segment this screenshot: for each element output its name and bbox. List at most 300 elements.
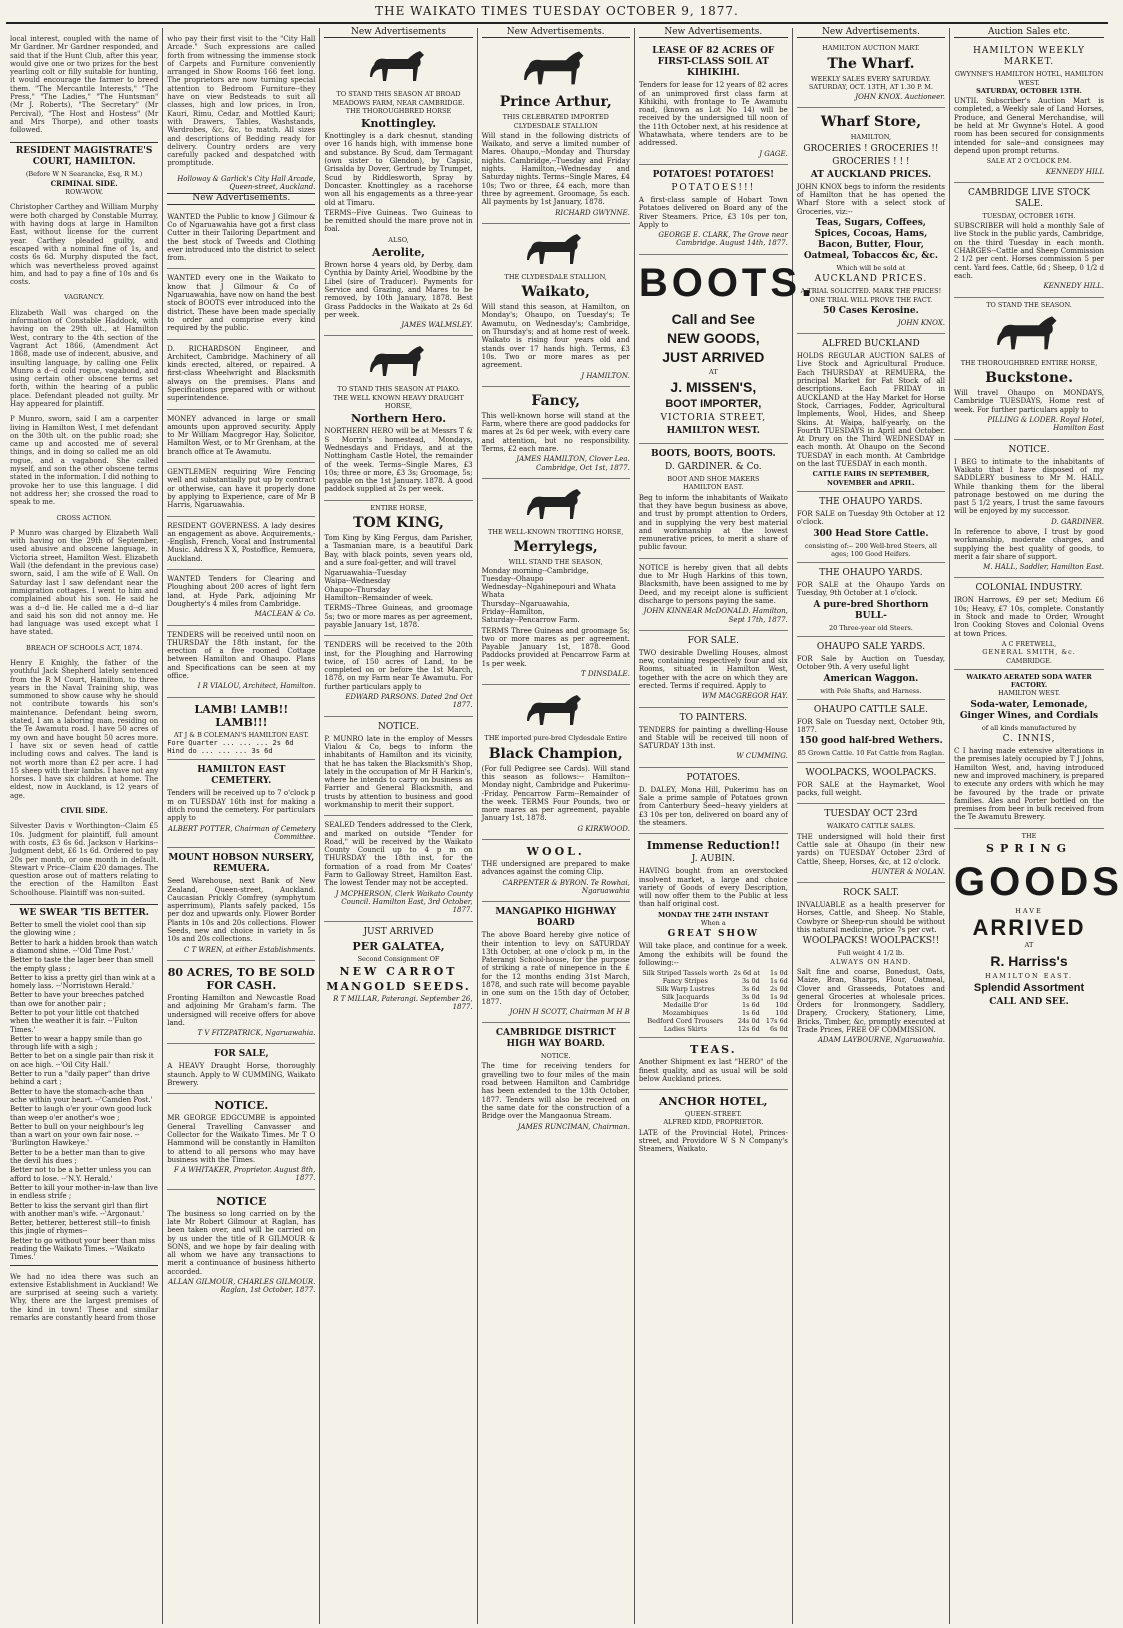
arcade-signature: Holloway & Garlick's City Hall Arcade, Queen-street, Auckland. (177, 174, 316, 192)
ad-cemetery (167, 760, 315, 848)
masthead: THE WAIKATO TIMES TUESDAY OCTOBER 9, 1877. (6, 4, 1108, 24)
ad-text: Will stand in the following districts of Waikato, and serve a limited number of Mares. Ohaupo,--Monday and Thursday nights. Cambridge,--Tuesday and Friday nights. Hamilton,--Wednesday and Saturday nights. Terms--Single Mares, £4 10s; Two or three, £4 each, more than three by agreement. Groomage, 5s each. All payments by 1st January, 1878. (481, 131, 630, 207)
ad-seeds (324, 922, 472, 1018)
price-list-cell: 12s 6d (737, 1025, 760, 1034)
ad-gardiner-boots (639, 444, 788, 559)
ad-text: MR GEORGE EDGCUMBE is appointed General Travelling Canvasser and Collector for the Waikato Times. Mr T O Hammond will be constantly in Hamilton to attend to all persons who may have business with the Times. (167, 1114, 316, 1164)
ad-text: Tom King by King Fergus, dam Parisher, a Tasmanian mare, is a beautiful Dark Bay, with black points, seven years old, and a sure foal-getter, and will travel (324, 533, 473, 567)
ad-signature: T DINSDALE. (580, 670, 630, 679)
ad-text: FOR SALE at the Ohaupo Yards on Tuesday, 9th October at 1 o'clock. (796, 581, 946, 598)
ad-text: WANTED every one in the Waikato to know that J Gilmour & Co of Ngaruawahia, have now on hand the best stock of BOOTS ever introduced into the district. These have been made specially to order and comprise every kind required by the public. (167, 274, 316, 333)
ad-signature: C T WREN, at either Establishments. (183, 945, 316, 954)
ad-headline: 150 good half-bred Wethers. (799, 736, 943, 747)
section-heading: New Advertisements. (639, 28, 788, 38)
ad-text: P. MUNRO late in the employ of Messrs Vialou & Co, begs to inform the inhabitants of Hamilton and its vicinity, that he has taken the Blacksmith's Shop, lately in the occupation of Mr H Harkin's, where he intends to carry on business as Farrier and General Blacksmith, and trusts by attention to business and good workmanship to merit their support. (324, 734, 473, 809)
ad-title: LAMB! LAMB!! LAMB!!! (194, 702, 289, 729)
ad-text: WANTED Tenders for Clearing and Ploughing about 200 acres of light fern land, at Hyde Park, adjoining Mr Dougherty's 4 miles from Cambridge. (167, 575, 316, 608)
schedule-line: Wednesday--Ngahinepouri and Whata Whata (481, 583, 616, 600)
ad-text: RESIDENT GOVERNESS. A lady desires an engagement as above. Acquirements,--English, French, Vocal and Instrumental Music. Address X X, Postoffice, Remuera, Auckland. (167, 521, 316, 563)
price-list-cell: 1s 6d (741, 1001, 760, 1010)
ad-black-champion (482, 685, 630, 840)
ad-text: UNTIL Subscriber's Auction Mart is completed, a Weekly sale of Land Horses, Produce, and General Merchandise, will be held at Mr Gwynne's Hotel. A good room has been secured for consignments intended for sale--and consignees may depend upon prompt returns. (954, 97, 1105, 155)
ad-text: The above Board hereby give notice of their intention to levy on SATURDAY 13th October, at one o'clock p m, in the Paterangi School-house, for the purpose of striking a rate of ninepence in the £ for the 12 months ending 31st March, 1878, and such rate will become payable in one sum on the 15th day of October, 1877. (481, 931, 630, 1006)
horse-icon (516, 47, 596, 91)
column-4 (478, 28, 635, 1624)
poem-line: Better to bull on your neighbour's leg than a wart on your own fair nose. --'Burlington Hawkeye.' (10, 1122, 144, 1148)
ad-subtitle: WAIKATO CATTLE SALES. (826, 822, 915, 831)
ad-cambridge-highway (482, 1023, 630, 1137)
ad-80-acres (167, 961, 315, 1044)
ad-text: In reference to above, I trust by good workmanship, moderate charges, and supplying the best quality of goods, to merit a fair share of support. (954, 527, 1105, 561)
ad-buckland-auctions (797, 334, 945, 492)
price-list-cell: 24s 0d (737, 1017, 760, 1026)
ad-subtitle: A TRIAL SOLICITED. MARK THE PRICES! ONE TRIAL WILL PROVE THE FACT. (800, 287, 942, 304)
ad-title: BOOTS. (638, 260, 817, 305)
column-7 (950, 27, 1123, 1624)
ad-title: POTATOES! POTATOES! (652, 169, 775, 180)
ad-title: NOTICE. (214, 1099, 269, 1113)
ad-signature: HUNTER & NOLAN. (871, 867, 946, 876)
ad-text: HOLDS REGULAR AUCTION SALES of Live Stock and Agricultural Produce. Each THURSDAY at REMUERA, the principal Market for Fat Stock of all descriptions. Each FRIDAY in AUCKLAND at the Hay Market for Horse Stock, Carriages, Fodder, Agricultural Implements, Wool, Hides, and Sheep Skins. At Waipa, half-yearly, on the Fourth TUESDAYS in April and October. At Drury on the Third WEDNESDAY in each month. At Ohaupo on the Second TUESDAY in each month. At Cambridge on the last TUESDAY in each month. (796, 352, 946, 469)
schedule-line: Tuesday--Ohaupo (481, 574, 544, 583)
ad-text: D. DALEY, Mona Hill, Pukerimu has on Sale a prime sample of Potatoes grown from Canterbury Seed--heavy yielders at £3 10s per ton, delivered on board any of the steamers. (638, 785, 788, 827)
ad-title: POTATOES. (686, 772, 741, 783)
ad-text: The time for receiving tenders for gravelling two to four miles of the main road between Hamilton and Cambridge has been extended to the 13th October, 1877. Tenders will also be received on the same date for the construction of a Bridge over the Mangaonua Stream. (481, 1062, 630, 1121)
ad-fencing (167, 463, 315, 516)
ad-signature: J GAGE. (759, 149, 788, 158)
price-list-cell: Medaille D'or (662, 1001, 708, 1010)
poem-line: Better, betterer, betterest still--to finish this jingle of rhymes-- (10, 1219, 151, 1236)
ad-title: MOUNT HOBSON NURSERY, REMUERA. (168, 853, 315, 875)
poem-line: Better to bet on a single pair than risk it on ace high. --'Oil City Hall.' (10, 1052, 154, 1069)
ad-text: WANTED the Public to know J Gilmour & Co of Ngaruawahia have got a first class Cutter in their Tailoring Department and the best stock of Tweeds and Clothing ever introduced into the district to select from. (167, 212, 316, 263)
ad-title: LEASE OF 82 ACRES OF FIRST-CLASS SOIL AT KIHIKIHI. (652, 46, 775, 79)
ad-cambridge-live-stock (954, 183, 1104, 298)
ad-prince-arthur (482, 41, 630, 224)
ad-lease (639, 41, 788, 165)
ad-text: D. RICHARDSON Engineer, and Architect, Cambridge. Machinery of all kinds erected, altered, or repaired. A first-class Wheelwright and Blacksmith always on the premises. Plans and Specifications prepared with or without superintendence. (167, 344, 316, 403)
ad-text: SUBSCRIBER will hold a monthly Sale of live Stock in the public yards, Cambridge, on the third Tuesday in each month. CHARGES--Cattle and Sheep Commission 2 1/2 per cent. Horses commission 5 per cent. Yard fees. Cattle, 6d ; Sheep, 0 1/2 d each. (954, 222, 1105, 280)
price-list-cell: 1s 6d (741, 1009, 760, 1018)
ad-subtitle: HAMILTON EAST. (984, 971, 1074, 980)
ad-subtitle: TUESDAY, OCTOBER 16TH. (982, 211, 1076, 220)
ad-subtitle: Full weight 4 1/2 lb. (837, 949, 905, 958)
ad-headline: AUCKLAND PRICES. (814, 274, 928, 285)
ad-signature: F A WHITAKER, Proprietor. August 8th, 1877. (173, 1166, 316, 1183)
ad-headline: NEW GOODS, (667, 329, 760, 346)
price-list-row (639, 1017, 788, 1025)
ad-spring-goods (954, 829, 1123, 1014)
ad-signature: JAMES HAMILTON, Clover Lea. Cambridge, Oct 1st, 1877. (516, 455, 630, 472)
ad-text: SEALED Tenders addressed to the Clerk, and marked on outside "Tender for Road," will be received by the Waikato County Council up to 4 p m on THURSDAY the 18th inst, for the formation of a road from Mr Coates' Farm to Galloway Street, Hamilton East. The lowest Tender may not be accepted. (324, 821, 473, 888)
ad-subtitle: WEEKLY SALES EVERY SATURDAY. (810, 74, 931, 83)
ad-title: Black Champion, (488, 745, 623, 762)
ad-text: FOR SALE at the Haymarket, Wool packs, full weight. (796, 780, 946, 798)
ad-headline: SPRING (986, 842, 1072, 855)
poem-line: Better to laugh o'er your own good luck than weep o'er another's woe ; (10, 1105, 152, 1122)
schedule-line: Friday--Hamilton, (481, 607, 545, 616)
ad-subtitle: NOTICE. (540, 1052, 571, 1061)
ad-headline: 300 Head Store Cattle. (813, 528, 929, 539)
civil-side-heading: CIVIL SIDE. (60, 806, 108, 816)
ad-richardson (167, 340, 315, 410)
ad-title: CAMBRIDGE LIVE STOCK SALE. (968, 187, 1091, 209)
ad-subtitle: TO STAND THIS SEASON AT BROAD MEADOWS FARM, NEAR CAMBRIDGE. (332, 90, 465, 107)
horse-icon (521, 691, 591, 731)
ad-headline: C. INNIS, (1002, 734, 1056, 745)
case-heading: ROW-WOW. (65, 188, 104, 197)
poem-line: Better to kill your mother-in-law than live in endless strife ; (10, 1183, 158, 1201)
poem-line: Better to smell the violet cool than sip the glowing wine ; (10, 921, 146, 938)
schedule-line: Hamilton--Remainder of week. (324, 594, 434, 603)
case-text: P Munro, sworn, said I am a carpenter living in Hamilton West, I met defendant on the 30th ult. on the public road; she came up and accosted me of several things, and in doing so called me an old rogue, and a vagabond. She called myself, and son the other obscene terms stated in the information. I did nothing to provoke her to use this language. I did not address her; she crossed the road to speak to me. (10, 415, 159, 507)
ad-text: INVALUABLE as a health preserver for Horses, Cattle, and Sheep. No Stable, Cowbyre or Sheep-run should be without this natural medicine, price 7s per cwt. (796, 901, 946, 935)
ad-headline: GROCERIES ! GROCERIES !! (803, 143, 939, 154)
ad-anchor-hotel (639, 1090, 788, 1159)
price-list (639, 969, 788, 1033)
ad-subtitle: 85 Grown Cattle. 10 Fat Cattle from Raglan. (797, 749, 945, 758)
ad-sealed-tenders (324, 816, 472, 921)
ad-subtitle: ALSO, (388, 235, 409, 244)
ad-notice-gilmour (167, 1190, 315, 1301)
ad-title: NOTICE. (377, 721, 420, 732)
ad-teas (639, 1038, 788, 1090)
ad-potatoes-hobart (639, 165, 788, 255)
ad-buckstone (954, 298, 1104, 440)
ad-text: FOR Sale on Tuesday next, October 9th, 1877. (796, 717, 946, 735)
ad-wharf-store (797, 108, 945, 334)
ad-title: OHAUPO SALE YARDS. (816, 641, 925, 652)
ad-subtitle: WILL STAND THE SEASON, (508, 558, 603, 567)
ad-signature: JOHN H SCOTT, Chairman M H B (509, 1007, 630, 1016)
ad-headline: WOOLPACKS! WOOLPACKS!! (802, 936, 940, 947)
ad-gilmour-boots (167, 269, 315, 339)
ad-signature: KENNEDY HILL (1045, 167, 1105, 176)
ad-text: Will travel Ohaupo on MONDAYS, Cambridge TUESDAYS, Home rest of week. For further particulars apply to (954, 389, 1105, 414)
ad-subtitle: CATTLE FAIRS IN SEPTEMBER, NOVEMBER and APRIL. (812, 470, 930, 487)
ad-subtitle: VICTORIA STREET, (660, 413, 767, 424)
price-list-row (639, 977, 788, 985)
horse-icon (364, 47, 434, 87)
ad-text: Salt fine and coarse, Bonedust, Oats, Maize, Bran, Sharps, Flour, Oatmeal, Clover and Grasseeds, Potatoes and general Groceries at wholesale prices. Orders for Ironmongery, Saddlery, Drapery, Crockery, Stationery, Lime, Bricks, Timber, &c, promptly executed at Trade Prices, FREE OF COMMISSION. (796, 967, 946, 1034)
ad-text: GENTLEMEN requiring Wire Fencing well and substantially put up by contract or otherwise, can have it properly done by applying to Experience, care of Mr B Harris, Ngaruawahia. (167, 468, 316, 510)
horse-icon (521, 230, 591, 270)
ad-text: TERMS--Three Guineas, and groomage 5s; two or more mares as per agreement, payable January 1st, 1878. (324, 604, 473, 629)
court-title: RESIDENT MAGISTRATE'S COURT, HAMILTON. (15, 145, 153, 167)
ad-subtitle: THE CLYDESDALE STALLION, (504, 272, 607, 281)
schedule-line: Monday morning--Cambridge, (481, 566, 589, 575)
ad-clearing (167, 570, 315, 625)
ad-draught-horse (167, 1044, 315, 1094)
ad-subtitle: THE WELL-KNOWN TROTTING HORSE, (488, 527, 624, 536)
ad-lamb (167, 698, 315, 761)
ad-text: TERMS Three Guineas and groomage 5s; two or more mares as per agreement. Payable January 1st, 1878. Good Paddocks provided at Pencarrow Farm at 1s per week. (481, 626, 630, 668)
ad-subtitle: GENERAL SMITH, &c. (982, 648, 1076, 657)
ad-headline: JUST ARRIVED (662, 348, 765, 365)
ad-title: THE OHAUPO YARDS. (819, 496, 923, 507)
ad-subtitle: BOOT AND SHOE MAKERS (667, 475, 760, 484)
ad-signature: WM MACGREGOR HAY. (702, 692, 788, 701)
ad-subtitle: consisting of:-- 200 Well-bred Steers, all ages; 100 Good Heifers. (804, 541, 937, 558)
ad-text: FOR SALE on Tuesday 9th October at 12 o'clock. (796, 509, 946, 527)
ad-text: Seed Warehouse, next Bank of New Zealand, Queen-street, Auckland. Caucasian Prickly Comfrey (symphytum asperrimum), Plants safely packed, 15s per doz and upwards only. Flower Border Plants in 10s and 20s collections. Flower Seeds, new and choice in variety in 5s 10s and 20s collections. (167, 877, 316, 944)
ad-tom-king (324, 501, 472, 637)
ad-knottingley (324, 41, 472, 336)
ad-text: NORTHERN HERO will be at Messrs T & S Morrin's homestead, Mondays, Wednesdays and Fridays, and at the Nottingham Castle Hotel, the remainder of the week. Terms--Single Mares, £3 10s; three or more, £3 3s; Groomage, 5s; payable on the 1st January. 1878. A good paddock supplied at 2s per week. (324, 427, 473, 494)
ad-signature: J MCPHERSON, Clerk Waikato County Council. Hamilton East, 3rd October, 1877. (335, 889, 473, 915)
ad-subtitle: AT J & B COLEMAN'S HAMILTON EAST. (173, 730, 309, 739)
ad-title: WOOL. (526, 845, 585, 859)
poem-line: Better to be a better man than to give the devil his dues ; (10, 1148, 145, 1166)
ad-signature: PILLING & LODER. Royal Hotel, Hamilton East (987, 416, 1105, 433)
ad-subtitle: AT (708, 367, 718, 376)
ad-northern-hero (324, 336, 472, 500)
ad-painters (639, 708, 788, 768)
ad-text: TENDERS will be received until noon on THURSDAY the 18th instant, for the erection of a five roomed Cottage between Hamilton and Ohaupo. Plans and Specifications can be seen at my office. (167, 630, 316, 680)
ad-saddlery-notice (954, 440, 1104, 579)
ad-title: HAMILTON EAST CEMETERY. (197, 765, 286, 787)
ad-title: CAMBRIDGE DISTRICT HIGH WAY BOARD. (495, 1028, 616, 1050)
ad-title: Wharf Store, (820, 114, 922, 131)
price-list-cell: 2s 0d (769, 985, 788, 994)
price-list-cell: 1s 0d (769, 969, 788, 978)
poem-line: Better to wear a happy smile than go through life with a sigh ; (10, 1034, 142, 1052)
price-list-cell: 10d (775, 1009, 788, 1018)
column-3 (320, 28, 477, 1624)
ad-headline: A pure-bred Shorthorn BULL- (813, 599, 929, 621)
price-list-cell: Ladies Skirts (663, 1025, 707, 1034)
schedule-line: Thursday--Ngaruawahia, (481, 599, 570, 608)
ad-notice-edgcumbe (167, 1094, 315, 1189)
ad-text: This well-known horse will stand at the Farm, where there are good paddocks for mares at 2s 6d per week, with every care and attention, but no responsibility. Terms, £2 each mare. (481, 411, 630, 454)
ad-title: GOODS (954, 860, 1123, 904)
price-list-cell: 2s 6d at (733, 969, 760, 978)
ad-ohaupo-bull (797, 563, 945, 637)
ad-dwelling-houses (639, 631, 788, 708)
ad-subtitle: 20 Three-year old Steers. (828, 623, 913, 632)
price-list-row (639, 969, 788, 977)
ad-title: BOOTS, BOOTS, BOOTS. (650, 449, 776, 460)
case-text: Elizabeth Wall was charged on the information of Constable Haddock, with having on the 29th ult., at Hamilton West, contrary to the 4th section of the Vagrant Act 1866, (Amendment Act 1868, made use of indecent, abusive, and insulting language, by calling one Felix Munro a d--d cold rogue, vagabond, and using certain other obscene terms set forth, within the hearing of a public place. Defendant pleaded not guilty. Mr Hay appeared for plaintiff. (10, 308, 159, 408)
poem-line: Better not to be a better unless you can afford to lose. --'N.Y. Herald.' (10, 1166, 152, 1183)
poem-title: WE SWEAR 'TIS BETTER. (19, 908, 149, 919)
ad-headline: American Waggon. (823, 673, 919, 684)
ad-headline: Splendid Assortment (973, 981, 1085, 994)
ad-subtitle: THE WELL KNOWN HEAVY DRAUGHT HORSE, (333, 393, 464, 411)
ad-soda-water (954, 670, 1104, 829)
ad-signature: I R VIALOU, Architect, Hamilton. (197, 682, 316, 691)
case-text: P Munro was charged by Elizabeth Wall with having on the 29th of September, used abusive and obscene language, in Victoria street, Hamilton West. Elizabeth Wall (the defendant in the previous case) sworn, said, I am the wife of E Wall. On Saturday last I saw defendant near the immigration cottages. I went to him and complained about his son. He said he was a d--d lie. He called me a d--d liar and said his son did not annoy me. He had language was used except what I have stated. (10, 528, 159, 637)
ad-merrylegs (482, 479, 630, 685)
ad-title: GREAT SHOW (667, 929, 759, 940)
ad-subtitle: THE imported pure-bred Clydesdale Entire (484, 734, 627, 743)
price-list-cell: Silk Warp Lustres (655, 985, 715, 994)
ad-title: Merrylegs, (513, 539, 598, 556)
ad-wool (482, 840, 630, 902)
ad-subtitle: SATURDAY, OCT. 13TH, AT 1.30 P. M. (808, 82, 933, 91)
ad-rock-salt (797, 883, 945, 1050)
price-row: Fore Quarter ... ... ... 2s 6d (167, 738, 294, 747)
ad-text: FOR Sale by Auction on Tuesday, October 9th. A very useful light (796, 654, 946, 672)
ad-subtitle: MONDAY THE 24TH INSTANT (658, 910, 769, 919)
poem-line: Better to taste the lager beer than smell the empty glass ; (10, 956, 154, 973)
ad-text: Brown horse 4 years old, by Derby, dam Cynthia by Dainty Ariel, Woodbine by the Libel (sire of Traducer). Payments for Service and Grazing, and Mares to be removed, by 10th January, 1878. Best Grass Paddocks in the Waikato at 2s 6d per week. (324, 261, 473, 319)
schedule-line: Waipa--Wednesday (324, 577, 391, 586)
ad-text: Another Shipment ex last "HERO" of the finest quality, and as usual will be sold below Auckland prices. (638, 1058, 788, 1083)
ad-gilmour-tailoring (167, 208, 315, 270)
price-list-cell: 10d (775, 1001, 788, 1010)
ad-title: ANCHOR HOTEL, (659, 1095, 768, 1109)
ad-headline: CALL AND SEE. (989, 996, 1069, 1007)
ad-signature: EDWARD PARSONS. Dated 2nd Oct 1877. (345, 693, 473, 710)
ad-title: Northern Hero. (350, 412, 447, 426)
ad-text: Tenders for lease for 12 years of 82 acres of an unimproved first class farm at Kihikihi, with frontage to Te Awamutu road, (known as Lot No 14) will be received by the undersigned till noon of the 11th October next, at his residence at Whatawhata, where tenders are to be addressed. (638, 81, 788, 148)
ad-subtitle: HAMILTON WEST. (997, 689, 1061, 698)
price-list-cell: Silk Striped Tassels worth (642, 969, 729, 978)
ad-title: Knottingley. (360, 117, 437, 131)
case-heading: CROSS ACTION. (56, 513, 112, 522)
ad-subtitle: Which will be sold at (836, 263, 906, 272)
ad-subtitle: SATURDAY, OCTOBER 13TH. (976, 86, 1082, 95)
ad-text: HAVING bought from an overstocked insolvent market, a large and choice variety of Goods of every Description, will now offer them to the Public at less than half original cost. (638, 867, 788, 909)
ad-signature: JAMES WALMSLEY. (401, 321, 473, 330)
ad-title: JUST ARRIVED (363, 926, 434, 937)
ad-text: TERMS--Five Guineas. Two Guineas to be remitted should the mare prove not in foal. (324, 208, 473, 234)
case-text: Christopher Carthey and William Murphy were both charged by Constable Murray, with having dogs at large in Hamilton East, without license for the current year. Carthey pleaded guilty, and escaped with a nominal fine of 1s, and costs 6s 6d. Murphy disputed the fact, which was nevertheless proved against him, and had to pay a fine of 10s and 6s costs. (10, 203, 159, 287)
column-2 (163, 28, 320, 1624)
ad-subtitle: THE THOROUGHBRED HORSE (345, 106, 452, 115)
section-heading: New Advertisements. (167, 193, 315, 204)
ad-title: TO PAINTERS. (679, 712, 748, 723)
ad-munro-notice (324, 717, 472, 817)
ad-title: Waikato, (521, 284, 590, 301)
ad-signature: GEORGE E. CLARK, The Grove near Cambridge. August 14th, 1877. (658, 231, 788, 248)
ad-subtitle: When a (700, 919, 726, 928)
ad-title: PER GALATEA, (352, 939, 445, 953)
ad-title: NEW CARROT (339, 964, 458, 978)
ad-tenders-cottage (167, 626, 315, 698)
ad-signature: KENNEDY HILL. (1043, 282, 1105, 291)
ad-headline: GROCERIES ! ! ! (832, 156, 910, 167)
ad-signature: W CUMMING. (736, 752, 788, 761)
ad-title: OHAUPO CATTLE SALE. (813, 704, 928, 715)
price-list-row (639, 993, 788, 1001)
ad-title: The Wharf. (827, 55, 915, 72)
ad-missen-boots (638, 255, 817, 444)
ad-title: POTATOES!!! (671, 182, 756, 193)
ad-signature: ALLAN GILMOUR, CHARLES GILMOUR. Raglan, 1st October, 1877. (168, 1278, 316, 1295)
price-list-cell: 3s 0d (741, 977, 760, 986)
ad-headline: 50 Cases Kerosine. (823, 305, 919, 316)
ad-subtitle: HAMILTON WEST. (666, 426, 760, 437)
ad-signature: M. HALL, Saddler, Hamilton East. (983, 563, 1105, 572)
ad-title: THE OHAUPO YARDS. (819, 568, 923, 579)
ad-title: TUESDAY OCT 23rd (824, 809, 918, 820)
ad-headline: Call and See (671, 310, 755, 327)
ad-subtitle: THIS CELEBRATED IMPORTED CLYDESDALE STALLION (502, 113, 609, 130)
ad-title: Aerolite, (372, 246, 425, 260)
ad-signature: R T MILLAR, Paterangi. September 26, 1877. (333, 994, 473, 1012)
case-text: Henry E Knighly, the father of the youthful Jack Shepherd lately sentenced from the R M Court, Hamilton, to three years in the Naval Training ship, was summoned to show cause why he should not contribute towards his son's maintenance. Defendant being sworn, stated, I am a laboring man, residing on the Te Awamutu road. I have 50 acres of my own and have bought 50 acres more. I have six or seven head of cattle including cows and calves. The land is not worth more than £2 per acre. I had 15 sheep with their lambs. I have not any horses. I have six children at home. The eldest, now in Auckland, is 12 years of age. (10, 659, 159, 800)
ad-signature: T V FITZPATRICK, Ngaruawahia. (197, 1029, 316, 1038)
section-heading: Auction Sales etc. (954, 28, 1104, 38)
column-5 (635, 27, 817, 1624)
ad-hamilton-weekly-market (954, 41, 1104, 183)
ad-title: TEAS. (690, 1043, 737, 1057)
ad-ohaupo-store-cattle (797, 492, 945, 563)
ad-ohaupo-wethers (797, 700, 945, 763)
ad-subtitle: TO STAND THE SEASON. (986, 300, 1072, 309)
ad-title: FOR SALE. (687, 635, 739, 646)
criminal-side-heading: CRIMINAL SIDE. (50, 178, 118, 188)
ad-text: NOTICE is hereby given that all debts due to Mr Hugh Harkins of this town, Blacksmith, have been assigned to me by Deed, and my receipt alone is sufficient discharge to persons paying the same. (638, 563, 788, 605)
ad-subtitle: HAVE (1015, 907, 1043, 915)
ad-text: Will stand this season, at Hamilton, on Monday's; Ohaupo, on Tuesday's; Te Awamutu, on Wednesday's; Cambridge, on Thursday's; and at home rest of week. Waikato is rising four years old and stands over 17 hands high. Terms, £3 10s. Two or more mares as per agreement. (481, 303, 630, 370)
ad-text: Fronting Hamilton and Newcastle Road and adjoining Mr Graham's farm. The undersigned will receive offers for above land. (167, 993, 316, 1027)
ad-text: (For full Pedigree see Cards). Will stand this season as follows:-- Hamilton--Monday night, Cambridge and Pukerimu--Friday, Pencarrow Farm--Remainder of the week. TERMS Four Pounds, two or more mares as per agreement, payable January 1st, 1878. (481, 764, 630, 823)
ad-title: Immense Reduction!! (646, 839, 780, 853)
ad-signature: MACLEAN & Co. (254, 610, 316, 619)
poem-line: Better to have your breeches patched than owe for another pair ; (10, 991, 145, 1008)
price-list-cell: 17s 6d (765, 1017, 788, 1026)
ad-mcdonald-notice (639, 559, 788, 631)
ad-subtitle: ENTIRE HORSE, (370, 503, 427, 512)
ad-text: Will take place, and continue for a week. Among the exhibits will be found the following:-- (638, 942, 788, 967)
ad-signature: JAMES RUNCIMAN, Chairman. (517, 1122, 630, 1131)
ad-subtitle: QUEEN-STREET. (684, 1110, 742, 1119)
ad-subtitle: ALFRED KIDD, PROPRIETOR. (663, 1118, 764, 1127)
horse-icon (521, 485, 591, 525)
price-list-cell: Fancy Stripes (662, 977, 708, 986)
ad-subtitle: SALE AT 2 O'CLOCK P.M. (986, 157, 1072, 166)
poem-line: Better to have the stomach-ache than ache within your heart. --'Camden Post.' (10, 1087, 153, 1104)
court-before: (Before W N Searancke, Esq, R M.) (25, 169, 143, 178)
ad-money (167, 410, 315, 463)
ad-headline: AT AUCKLAND PRICES. (810, 169, 932, 180)
ad-headline: Soda-water, Lemonade, Ginger Wines, and Cordials (959, 699, 1099, 721)
section-heading: New Advertisements. (482, 28, 630, 38)
ad-subtitle: Second Consignment OF (357, 954, 440, 963)
ad-subtitle: CAMBRIDGE. (1006, 656, 1052, 665)
ad-text: A HEAVY Draught Horse, thoroughly staunch. Apply to W CUMMING, Waikato Brewery. (167, 1062, 316, 1088)
ad-title: D. GARDINER. & Co. (664, 462, 762, 473)
poem-line: Better to go without your beer than miss reading the Waikato Times. --'Waikato Times.' (10, 1236, 155, 1262)
ad-text: MONEY advanced in large or small amounts upon approved security. Apply to Mr William Macgregor Hay, Solicitor, Hamilton West, or to Mr Grenham, at the branch office at Te Awamutu. (167, 414, 316, 456)
ad-woolpacks (797, 763, 945, 805)
ad-text: LATE of the Provincial Hotel, Princes-street, and Providore W S N Company's Steamers, Waikato. (638, 1128, 788, 1154)
ad-subtitle: HAMILTON AUCTION MART. (822, 44, 920, 53)
ad-text: THE undersigned are prepared to make advances against the coming Clip. (481, 860, 630, 877)
ad-text: TWO desirable Dwelling Houses, almost new, containing respectively four and six Rooms, situated in Hamilton West, together with the acre on which they are erected. Terms if required. Apply to (638, 648, 788, 690)
ad-text: Knottingley is a dark chesnut, standing over 16 hands high, with immense bone and substance. By Scud, dam Termagant (own sister to Glendon), by Capsic, Grisalda by Dover, Gertrude by Trumpet, Scud by Riddlesworth, Spray by Doncaster. Knottingley as a racehorse won all his engagements as a three-year old at Timaru. (324, 132, 473, 207)
ad-subtitle: A C FRETWELL, (1001, 639, 1057, 648)
hunt-club-report: local interest, coupled with the name of Mr Gardner. Mr Gardner responded, and said that if the Hunt Club, after this year, would give one or two prizes for the best yearling colt or filly suitable for hunting, it would encourage the farmer to breed them. "The Mercantile Interests," "The Press," "The Ladies," "The Huntsman" (Mr J. Roberts), "The Secretary" (Mr Percival), "The Host and Hostess" (Mr and Mrs Thorpe), and other toasts followed. (10, 35, 159, 135)
ad-title: NOTICE (216, 1194, 267, 1208)
price-row: Hind do ... ... ... 3s 6d (167, 747, 273, 756)
price-list-cell: Silk Jacquards (661, 993, 710, 1002)
ad-fancy (482, 387, 630, 479)
price-list-row (639, 1025, 788, 1033)
ad-title: Prince Arthur, (499, 94, 612, 111)
ad-text: C I having made extensive alterations in the premises lately occupied by T J Johns, Hamilton West, and, having introduced new and improved machinery, is prepared to execute any orders with which he may be favoured by the trade or private families. Ales and Porter bottled on the premises from beer in bulk received from the Te Awamutu Brewery. (954, 747, 1105, 822)
ad-title: MANGAPIKO HIGHWAY BOARD (495, 907, 617, 929)
ad-title: 80 ACRES, TO BE SOLD FOR CASH. (167, 965, 315, 992)
columns (6, 27, 1123, 1624)
ad-signature: ADAM LAYBOURNE, Ngaruawahia. (817, 1036, 946, 1045)
ad-american-waggon (797, 637, 945, 700)
price-list-cell: 3s 6d (741, 985, 760, 994)
ad-waikato-stallion (482, 224, 630, 387)
